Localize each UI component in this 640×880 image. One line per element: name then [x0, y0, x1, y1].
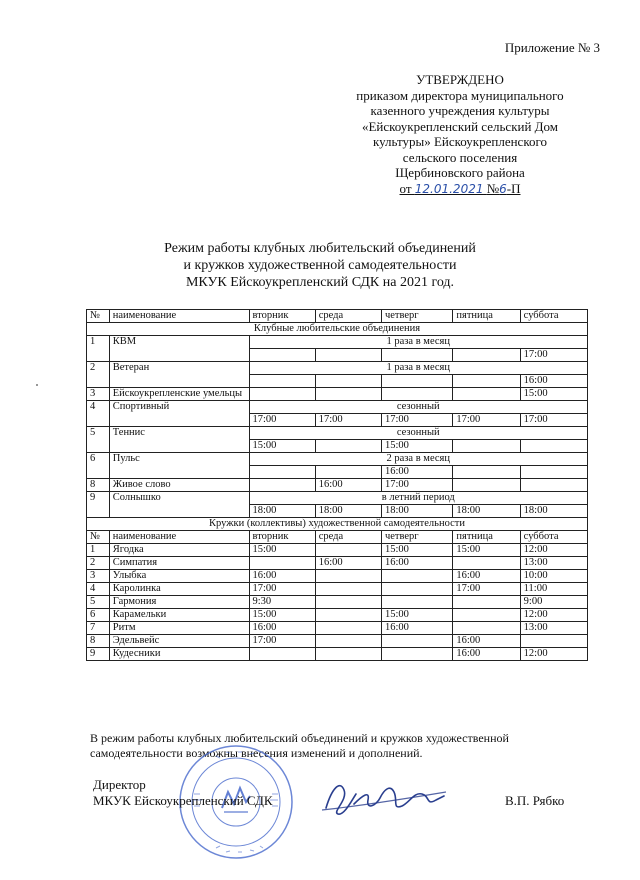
approval-block — [330, 72, 590, 197]
column-header: пятница — [453, 531, 520, 544]
time-cell — [381, 583, 452, 596]
time-cell: 15:00 — [381, 544, 452, 557]
handwritten-date: 12.01.2021 — [414, 181, 484, 196]
column-header: вторник — [249, 531, 315, 544]
time-cell: 16:00 — [453, 570, 520, 583]
time-cell — [315, 609, 381, 622]
time-cell — [249, 557, 315, 570]
time-cell — [315, 440, 381, 453]
title-line-3: МКУК Ейскоукрепленский СДК на 2021 год. — [185, 275, 455, 290]
time-cell — [249, 375, 315, 388]
time-cell: 17:00 — [381, 479, 452, 492]
table-row — [87, 427, 588, 440]
time-cell: 10:00 — [520, 570, 587, 583]
time-cell — [249, 479, 315, 492]
time-cell: 17:00 — [249, 635, 315, 648]
time-cell: 17:00 — [453, 583, 520, 596]
time-cell — [315, 583, 381, 596]
table-header-row — [87, 310, 588, 323]
approval-line: казенного учреждения культуры — [370, 103, 550, 118]
time-cell — [453, 388, 520, 401]
time-cell: 17:00 — [249, 583, 315, 596]
time-cell — [381, 375, 452, 388]
row-number: 9 — [87, 648, 110, 661]
time-cell — [453, 440, 520, 453]
row-name: Ветеран — [109, 362, 249, 388]
time-cell: 15:00 — [453, 544, 520, 557]
director-block — [93, 777, 273, 809]
row-name: Спортивный — [109, 401, 249, 427]
time-cell: 11:00 — [520, 583, 587, 596]
approval-line: приказом директора муниципального — [356, 87, 564, 103]
row-frequency-note: 1 раза в месяц — [249, 362, 588, 375]
column-header: вторник — [249, 310, 315, 323]
column-header: четверг — [381, 310, 452, 323]
time-cell: 16:00 — [249, 622, 315, 635]
table-row — [87, 596, 588, 609]
table-row — [87, 609, 588, 622]
time-cell: 18:00 — [381, 505, 452, 518]
row-frequency-note: 2 раза в месяц — [249, 453, 588, 466]
row-name: Ягодка — [109, 544, 249, 557]
time-cell: 16:00 — [381, 466, 452, 479]
row-number: 2 — [87, 362, 110, 388]
table-row — [87, 570, 588, 583]
time-cell: 12:00 — [520, 648, 587, 661]
time-cell — [381, 388, 452, 401]
row-number: 8 — [87, 635, 110, 648]
time-cell — [453, 622, 520, 635]
time-cell: 15:00 — [249, 440, 315, 453]
row-name: Гармония — [109, 596, 249, 609]
row-frequency-note: 1 раза в месяц — [249, 336, 588, 349]
column-header: пятница — [453, 310, 520, 323]
row-name: Кудесники — [109, 648, 249, 661]
time-cell: 17:00 — [315, 414, 381, 427]
time-cell: 18:00 — [520, 505, 587, 518]
table-row — [87, 544, 588, 557]
column-header: среда — [315, 310, 381, 323]
title-line-2: и кружков художественной самодеятельности — [183, 258, 457, 273]
director-name: В.П. Рябко — [505, 793, 565, 808]
approval-line: «Ейскоукрепленский сельский Дом — [361, 118, 559, 134]
table-row — [87, 635, 588, 648]
time-cell: 16:00 — [249, 570, 315, 583]
row-number: 8 — [87, 479, 110, 492]
row-number: 3 — [87, 570, 110, 583]
time-cell: 9:00 — [520, 596, 587, 609]
time-cell — [315, 544, 381, 557]
time-cell: 16:00 — [315, 479, 381, 492]
section-row — [87, 518, 588, 531]
time-cell: 17:00 — [381, 414, 452, 427]
time-cell: 15:00 — [381, 440, 452, 453]
time-cell — [520, 479, 587, 492]
row-number: 6 — [87, 453, 110, 479]
time-cell: 18:00 — [249, 505, 315, 518]
table-row — [87, 388, 588, 401]
time-cell — [249, 466, 315, 479]
table-row — [87, 453, 588, 466]
approval-line: культуры» Ейскоукрепленского — [373, 134, 547, 149]
row-number: 1 — [87, 544, 110, 557]
time-cell: 12:00 — [520, 609, 587, 622]
row-number: 9 — [87, 492, 110, 518]
row-number: 5 — [87, 596, 110, 609]
table-row — [87, 557, 588, 570]
order-date-line — [330, 181, 590, 198]
time-cell — [249, 388, 315, 401]
table-row — [87, 648, 588, 661]
time-cell: 16:00 — [315, 557, 381, 570]
number-prefix: № — [486, 180, 500, 196]
time-cell — [315, 375, 381, 388]
time-cell: 13:00 — [520, 622, 587, 635]
approval-line: сельского поселения — [402, 149, 518, 165]
column-header: № — [87, 531, 110, 544]
time-cell: 17:00 — [249, 414, 315, 427]
time-cell — [315, 349, 381, 362]
time-cell — [453, 557, 520, 570]
time-cell — [453, 479, 520, 492]
time-cell: 16:00 — [453, 648, 520, 661]
pen-dot-mark — [34, 382, 40, 388]
time-cell — [315, 466, 381, 479]
column-header: суббота — [520, 310, 587, 323]
date-prefix: от — [399, 180, 412, 196]
time-cell: 15:00 — [249, 544, 315, 557]
table-row — [87, 362, 588, 375]
time-cell — [315, 622, 381, 635]
time-cell — [315, 388, 381, 401]
time-cell: 16:00 — [381, 622, 452, 635]
time-cell — [520, 635, 587, 648]
table-row — [87, 401, 588, 414]
row-name: Карамельки — [109, 609, 249, 622]
time-cell — [381, 635, 452, 648]
time-cell: 16:00 — [520, 375, 587, 388]
time-cell: 15:00 — [249, 609, 315, 622]
time-cell — [249, 349, 315, 362]
time-cell — [315, 635, 381, 648]
table-header-row — [87, 531, 588, 544]
time-cell — [315, 596, 381, 609]
row-number: 1 — [87, 336, 110, 362]
table-row — [87, 583, 588, 596]
time-cell — [381, 648, 452, 661]
column-header: наименование — [109, 531, 249, 544]
row-number: 6 — [87, 609, 110, 622]
row-frequency-note: сезонный — [249, 401, 588, 414]
row-name: Каролинка — [109, 583, 249, 596]
time-cell: 12:00 — [520, 544, 587, 557]
row-name: Пульс — [109, 453, 249, 479]
time-cell: 15:00 — [520, 388, 587, 401]
row-name: Эдельвейс — [109, 635, 249, 648]
row-frequency-note: в летний период — [249, 492, 588, 505]
time-cell — [381, 570, 452, 583]
section-title: Кружки (коллективы) художественной самодеятельности — [87, 518, 588, 531]
director-position: Директор — [93, 777, 146, 792]
time-cell: 16:00 — [453, 635, 520, 648]
time-cell: 9:30 — [249, 596, 315, 609]
time-cell: 17:00 — [520, 414, 587, 427]
time-cell — [453, 466, 520, 479]
document-title — [0, 240, 640, 291]
time-cell: 13:00 — [520, 557, 587, 570]
table-row — [87, 492, 588, 505]
time-cell — [520, 440, 587, 453]
appendix-label: Приложение № 3 — [504, 40, 600, 55]
time-cell — [381, 596, 452, 609]
time-cell — [381, 349, 452, 362]
time-cell: 17:00 — [453, 414, 520, 427]
time-cell — [520, 466, 587, 479]
time-cell — [453, 349, 520, 362]
changes-note: В режим работы клубных любительский объединений и кружков художественной самодеятельности возможны внесения изменений и дополнений. — [90, 731, 509, 760]
column-header: среда — [315, 531, 381, 544]
time-cell: 16:00 — [381, 557, 452, 570]
column-header: № — [87, 310, 110, 323]
column-header: четверг — [381, 531, 452, 544]
column-header: суббота — [520, 531, 587, 544]
row-name: Живое слово — [109, 479, 249, 492]
time-cell — [453, 375, 520, 388]
time-cell — [453, 609, 520, 622]
row-name: Теннис — [109, 427, 249, 453]
handwritten-signature — [318, 770, 448, 820]
title-line-1: Режим работы клубных любительский объединений — [164, 241, 476, 256]
handwritten-number: 6 — [499, 181, 507, 196]
table-row — [87, 622, 588, 635]
time-cell — [315, 648, 381, 661]
number-suffix: -П — [506, 180, 521, 196]
table-row — [87, 479, 588, 492]
row-name: Ритм — [109, 622, 249, 635]
row-name: Солнышко — [109, 492, 249, 518]
section-row — [87, 323, 588, 336]
row-number: 5 — [87, 427, 110, 453]
approval-line: Щербиновского района — [395, 165, 525, 180]
time-cell: 15:00 — [381, 609, 452, 622]
row-number: 3 — [87, 388, 110, 401]
time-cell: 18:00 — [453, 505, 520, 518]
time-cell — [249, 648, 315, 661]
time-cell: 18:00 — [315, 505, 381, 518]
section-title: Клубные любительские объединения — [87, 323, 588, 336]
row-name: Симпатия — [109, 557, 249, 570]
row-number: 4 — [87, 401, 110, 427]
time-cell — [315, 570, 381, 583]
row-frequency-note: сезонный — [249, 427, 588, 440]
row-number: 7 — [87, 622, 110, 635]
schedule-table — [86, 309, 588, 661]
column-header: наименование — [109, 310, 249, 323]
row-number: 4 — [87, 583, 110, 596]
approval-heading: УТВЕРЖДЕНО — [416, 72, 504, 87]
row-number: 2 — [87, 557, 110, 570]
time-cell — [453, 596, 520, 609]
table-row — [87, 336, 588, 349]
time-cell: 17:00 — [520, 349, 587, 362]
row-name: Ейскоукрепленские умельцы — [109, 388, 249, 401]
director-org: МКУК Ейскоукрепленский СДК — [93, 793, 273, 808]
row-name: КВМ — [109, 336, 249, 362]
row-name: Улыбка — [109, 570, 249, 583]
